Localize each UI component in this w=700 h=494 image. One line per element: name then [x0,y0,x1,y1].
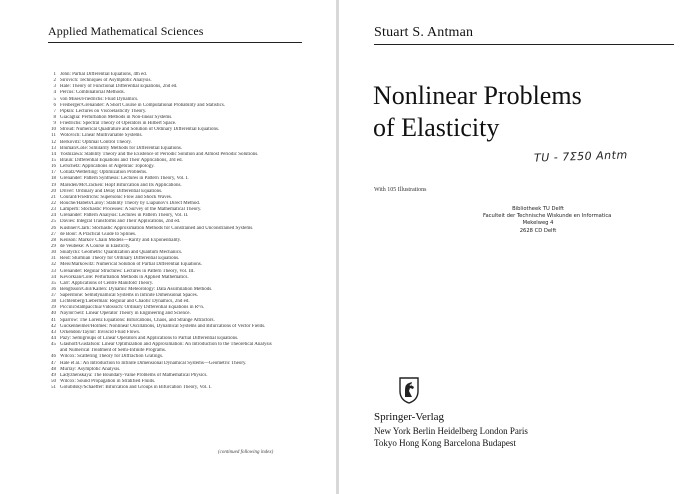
handwritten-call-number: TU - 7Σ50 Antm [533,148,628,165]
series-item-text: von Mises/Friedrichs: Fluid Dynamics. [60,96,139,102]
series-item-number: 42 [51,323,56,329]
series-item-text: Hale et al.: An Introduction to Infinite Dimensional Dynamical Systems—Geometric Theory. [60,360,247,366]
series-item-text: Wilcox: Scattering Theory for Diffraction Gratings. [60,354,164,360]
series-item-text: Friedrichs: Spectral Theory of Operators in Hilbert Space. [60,121,177,127]
series-item-number: 50 [51,379,56,385]
series-item-number: 28 [51,237,56,243]
series-item-text: Ladyzhenskaya: The Boundary-Value Problems of Mathematical Physics. [60,372,208,378]
series-item-number: 49 [51,372,56,378]
series-item-number: 48 [51,366,56,372]
series-item-number: 44 [51,336,56,342]
series-item-number: 4 [53,90,56,96]
series-item-text: Carr: Applications of Centre Manifold Theory. [60,280,154,286]
series-item-number: 37 [51,293,56,299]
series-item-text: Rouche/Habets/Laloy: Stability Theory by Liapunov's Direct Method. [60,200,201,206]
series-item-text: Saperstone: Semidynamical Systems in Infinite Dimensional Spaces. [60,293,198,299]
series-item-number: 16 [51,164,56,170]
series-item-text: Sniatycki: Geometric Quantization and Quantum Mechanics. [60,250,183,256]
series-item-number: 24 [51,213,56,219]
series-item-text: Glashoff/Gustafson: Linear Optimization and Approximation: An Introduction to the Theoretical Analysis [60,342,272,348]
series-item-number: 25 [51,219,56,225]
stamp-line: Bibliotheek TU Delft [512,206,564,212]
series-item-number: 32 [51,262,56,268]
series-item-text: Braun: Differential Equations and Their Applications, 3rd ed. [60,157,183,163]
series-item-number: 5 [53,96,56,102]
series-item-text: Yoshizawa: Stability Theory and the Existence of Periodic Solution and Almost Periodic Solutions. [60,151,259,157]
series-item-text: Bluman/Cole: Similarity Methods for Differential Equations. [60,145,183,151]
series-item-number: 39 [51,305,56,311]
series-item-number: 47 [51,360,56,366]
author-divider [374,44,674,45]
series-item-number: 7 [53,108,56,114]
series-item-text: Driver: Ordinary and Delay Differential Equations. [60,188,163,194]
series-item-text: Wilcox: Sound Propagation in Stratified Fluids. [60,379,156,385]
series-item-text: Marsden/McCracken: Hopf Bifurcation and Its Applications. [60,182,182,188]
series-item-text: Pipkin: Lectures on Viscoelasticity Theory. [60,108,147,114]
series-item-number: 40 [51,311,56,317]
series-item-number: 51 [51,385,56,391]
series-item-text: Stroud: Numerical Quadrature and Solution of Ordinary Differential Equations. [60,127,220,133]
series-item-text: John: Partial Differential Equations, 4th ed. [60,72,147,77]
series-item-text: and Numerical Treatment of Semi-Infinite Programs. [60,348,167,354]
series-item-text: Meis/Markowitz: Numerical Solution of Partial Differential Equations. [60,262,202,268]
stamp-line: Mekelweg 4 [522,220,554,227]
series-item-number: 31 [51,256,56,262]
series-item-number: 21 [51,194,56,200]
series-item-text: Collatz/Wetterling: Optimization Problems. [60,170,148,176]
left-page [0,0,338,494]
series-item-text: Sirovich: Techniques of Asymptotic Analysis. [60,78,152,84]
series-list [46,72,326,391]
series-item-number: 19 [51,182,56,188]
cities-line-1: New York Berlin Heidelberg London Paris [374,426,528,436]
series-item-text: Kushner/Clark: Stochastic Approximation Methods for Constrained and Unconstrained Systems. [60,225,254,231]
series-item-text: Grenander: Regular Structures: Lectures in Pattern Theory, Vol. III. [60,268,195,274]
series-item-number: 12 [51,139,56,145]
series-item-text: Percus: Combinatorial Methods. [60,90,125,96]
series-item-text: Kevorkian/Cole: Perturbation Methods in Applied Mathematics. [60,274,189,280]
book-title-line-2: of Elasticity [373,113,500,142]
series-item-text: Naylor/Sell: Linear Operator Theory in Engineering and Science. [60,311,191,317]
series-item-text: Bengtsson/Ghil/Källén: Dynamic Meteorology: Data Assimilation Methods. [60,286,213,292]
series-item-text: Pazy: Semigroups of Linear Operators and Applications to Partial Differential Equations. [60,336,239,342]
series-item-number: 46 [51,354,56,360]
cities-line-2: Tokyo Hong Kong Barcelona Budapest [374,437,516,448]
series-item-number: 34 [51,274,56,280]
book-title [373,80,582,144]
publisher-cities [374,426,528,449]
series-item-number: 1 [53,72,56,77]
series-item-text: Grenander: Pattern Analysis: Lectures in Pattern Theory, Vol. II. [60,213,189,219]
illustrations-note: With 105 Illustrations [374,187,427,193]
right-page [338,0,700,494]
series-item-number: 9 [53,121,56,127]
series-item-text: Lichtenberg/Lieberman: Regular and Chaotic Dynamics, 2nd ed. [60,299,190,305]
stamp-line: 2628 CD Delft [519,227,557,234]
series-item-number: 13 [51,145,56,151]
series-item-text: Guckenheimer/Holmes: Nonlinear Oscillations, Dynamical Systems and Bifurcations of Vector Fields. [60,323,266,329]
series-item-number: 43 [51,329,56,335]
series-item-number: 29 [51,243,56,249]
series-item-number: 18 [51,176,56,182]
continued-note: (continued following index) [218,450,274,455]
series-item-text: Hale: Theory of Functional Differential Equations, 2nd ed. [60,84,178,90]
series-item-number: 45 [51,342,56,348]
series-item-number: 30 [51,250,56,256]
series-item-number: 15 [51,157,56,163]
series-item-number: 36 [51,286,56,292]
series-item-number: 22 [51,200,56,206]
series-item-text: Ockendon/Taylor: Inviscid Fluid Flows. [60,329,141,335]
series-item-number: 41 [51,317,56,323]
series-item-text: de Boor: A Practical Guide to Splines. [60,231,137,237]
series-item-text: Keilson: Markov Chain Models—Rarity and Exponentiality. [60,237,182,243]
series-item-number: 38 [51,299,56,305]
series-item-text: Giacaglia: Perturbation Methods in Non-linear Systems. [60,114,173,120]
stamp-line: Faculteit der Technische Wiskunde en Informatica [483,213,612,220]
series-item-number: 20 [51,188,56,194]
series-item-number: 23 [51,207,56,213]
series-item-number: 26 [51,225,56,231]
series-item-text: Lefschetz: Applications of Algebraic Topology. [60,164,155,170]
series-item-text: Grenander: Pattern Synthesis: Lectures in Pattern Theory, Vol. I. [60,176,189,182]
springer-knight-logo-icon [396,375,422,405]
series-item-number: 27 [51,231,56,237]
series-title: Applied Mathematical Sciences [48,24,204,38]
series-item-number: 17 [51,170,56,176]
series-item-number: 10 [51,127,56,133]
publisher-name: Springer-Verlag [374,411,445,423]
series-item-number: 33 [51,268,56,274]
series-item-number: 14 [51,151,56,157]
series-item-number: 3 [53,84,56,90]
series-item-text: Davies: Integral Transforms and Their Applications, 2nd ed. [60,219,181,225]
library-stamp [483,206,612,235]
series-item-number: 8 [53,114,56,120]
series-item-text: Lamperti: Stochastic Processes: A Survey of the Mathematical Theory. [60,207,202,213]
series-item-number: 6 [53,102,56,108]
series-list-item [46,385,326,391]
series-item-number: 35 [51,280,56,286]
book-title-line-1: Nonlinear Problems [373,81,582,110]
series-item-text: Reid: Sturmian Theory for Ordinary Differential Equations. [60,256,180,262]
series-item-number: 2 [53,78,56,84]
series-item-text: Berkovitz: Optimal Control Theory. [60,139,132,145]
series-item-text: Freiberger/Grenander: A Short Course in Computational Probability and Statistics. [60,102,226,108]
series-divider [48,42,302,43]
series-item-text: Sparrow: The Lorenz Equations: Bifurcations, Chaos, and Strange Attractors. [60,317,215,323]
author-name: Stuart S. Antman [374,25,474,40]
series-item-text: Piccini/Stampacchia/Vidossich: Ordinary Differential Equations in R^n. [60,305,205,311]
series-item-text: Golubitsky/Schaeffer: Bifurcation and Groups in Bifurcation Theory, Vol. I. [60,385,212,391]
series-item-text: Murray: Asymptotic Analysis. [60,366,121,372]
series-item-text: Wolovich: Linear Multivariable Systems. [60,133,143,139]
series-item-number: 11 [51,133,56,139]
series-item-text: de Veubeke: A Course in Elasticity. [60,243,131,249]
series-item-text: Courant/Friedrichs: Supersonic Flow and Shock Waves. [60,194,172,200]
